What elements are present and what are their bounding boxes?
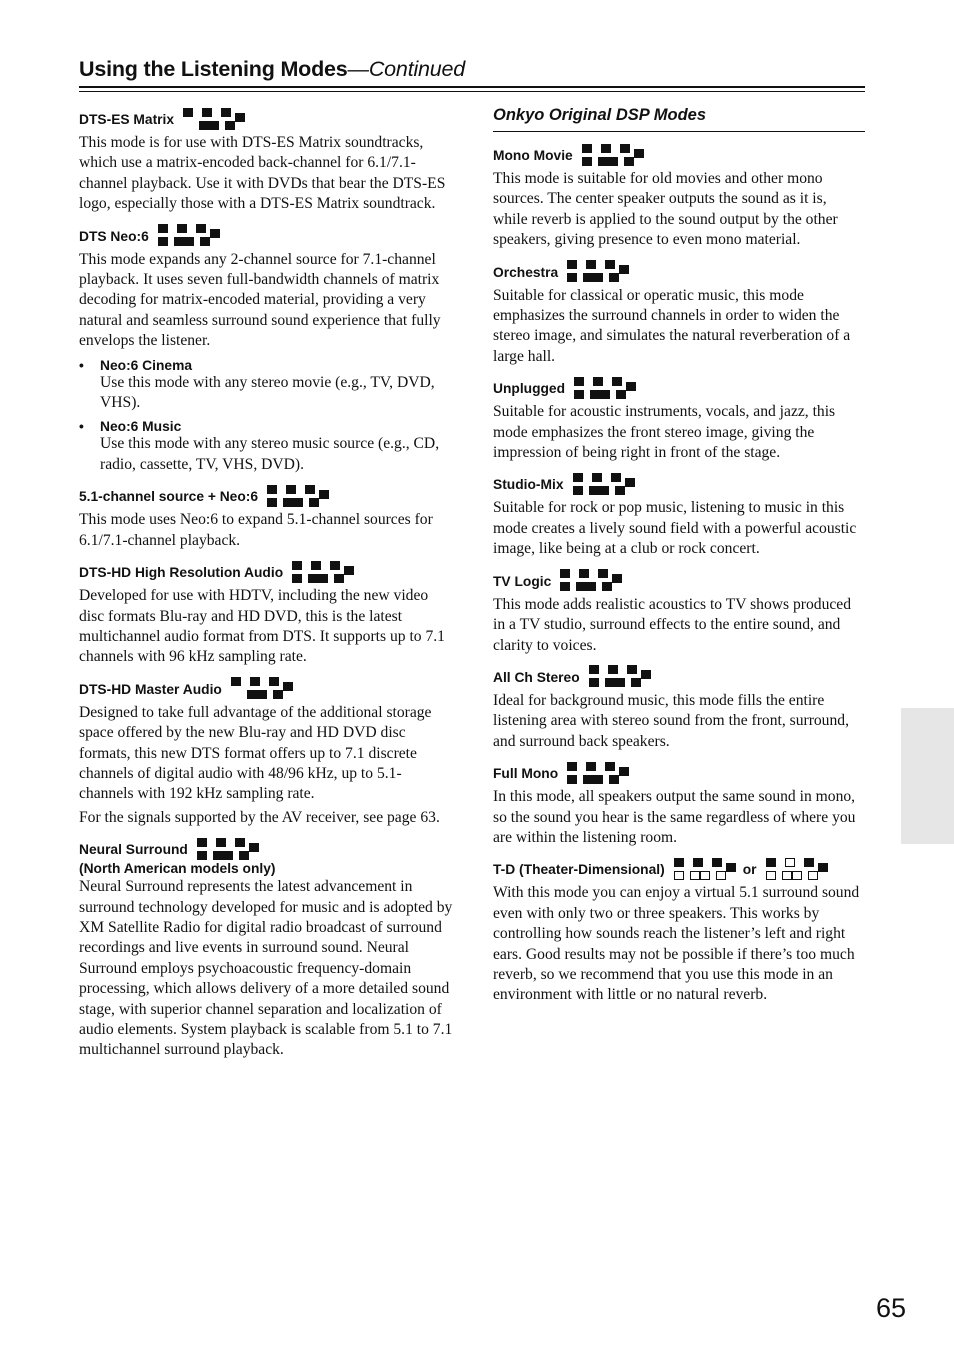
mode-title: All Ch Stereo (493, 664, 865, 691)
mode-description: Ideal for background music, this mode fills the entire listening area with stereo sound from the front, surround, and surround back speakers. (493, 691, 849, 750)
section-heading: Onkyo Original DSP Modes (493, 106, 865, 132)
bullet-description: Use this mode with any stereo movie (e.g., TV, DVD, VHS). (100, 373, 435, 412)
mode-description: Neural Surround represents the latest advancement in surround technology developed for music and is adopted by XM Satellite Radio for digital radio broadcast of surround recordings and live events in surround sound. Neural Surround employs psychoacoustic frequency-domain processing, which allows delivery of a more detailed sound stage, with superior channel separation and localization of audio elements. System playback is scalable from 5.1 to 7.1 multichannel surround playback. (79, 878, 453, 1059)
mode-title: Unplugged (493, 375, 865, 402)
mode-description: In this mode, all speakers output the same sound in mono, so the sound you hear is the same regardless of where you are within the listening room. (493, 788, 856, 846)
speaker-layout-icon (566, 260, 630, 284)
mode-title: Neural Surround (79, 836, 453, 863)
mode-51-neo6 (79, 483, 453, 551)
mode-description: With this mode you can enjoy a virtual 5.1 surround sound even with only two or three speakers. This works by controlling how sounds reach the listener’s left and right ears. Good results may not be possible if there’s too much reverb, so we recommend that you use this mode in an environment with little or no natural reverb. (493, 884, 860, 1004)
mode-description: Suitable for acoustic instruments, vocals, and jazz, this mode emphasizes the front stereo image, giving the impression of being right in front of the stage. (493, 403, 836, 462)
mode-title: DTS-HD Master Audio (79, 676, 453, 703)
speaker-layout-icon (182, 108, 246, 132)
header-rule-thick (79, 86, 865, 88)
speaker-layout-icon (230, 677, 294, 701)
mode-title: T-D (Theater-Dimensional) or (493, 856, 865, 883)
title-text: Using the Listening Modes (79, 57, 348, 81)
speaker-layout-icon (573, 377, 637, 401)
page-number: 65 (876, 1293, 907, 1323)
speaker-layout-icon (566, 762, 630, 786)
mode-description: Designed to take full advantage of the additional storage space offered by the new Blu-ray and HD DVD disc formats, this new DTS format offers up to 7.1 discrete channels of digital audio with 48/96 kHz, up to 5.1-channels with 192 kHz sampling rate. (79, 703, 432, 803)
mode-neural-surround (79, 836, 453, 1061)
mode-description: This mode uses Neo:6 to expand 5.1-channel sources for 6.1/7.1-channel playback. (79, 511, 433, 549)
mode-title: DTS-HD High Resolution Audio (79, 559, 453, 586)
mode-description: This mode expands any 2-channel source for 7.1-channel playback. It uses seven full-bandwidth channels of matrix decoding for matrix-encoded material, providing a very natural and seamless surround sound experience that fully envelops the listener. (79, 250, 441, 350)
mode-note: For the signals supported by the AV receiver, see page 63. (79, 808, 440, 826)
speaker-layout-icon (266, 485, 330, 509)
bullet-dot: • (79, 419, 84, 435)
header-rule-thin (79, 91, 865, 92)
right-column (493, 106, 865, 1014)
mode-title: DTS-ES Matrix (79, 106, 453, 133)
page-header (79, 56, 865, 92)
mode-orchestra (493, 259, 865, 368)
mode-all-ch-stereo (493, 664, 865, 752)
mode-description: This mode is suitable for old movies and other mono sources. The center speaker outputs the sound as it is, while reverb is applied to the sound output by the other speakers, giving presence to even mono material. (493, 170, 838, 249)
mode-theater-dimensional (493, 856, 865, 1005)
mode-full-mono (493, 760, 865, 848)
mode-studio-mix (493, 471, 865, 559)
or-label: or (742, 862, 757, 878)
speaker-layout-icon (572, 473, 636, 497)
speaker-layout-icon (157, 224, 221, 248)
mode-dts-hd-hra (79, 559, 453, 668)
mode-subtitle: (North American models only) (79, 860, 276, 876)
mode-dts-neo6 (79, 223, 453, 476)
bullet-description: Use this mode with any stereo music source (e.g., CD, radio, cassette, TV, VHS, DVD). (100, 435, 440, 473)
mode-description: Developed for use with HDTV, including the new video disc formats Blu-ray and HD DVD, this is the latest multichannel audio format from DTS. It supports up to 7.1 channels with 96 kHz sampling rate. (79, 587, 445, 666)
speaker-layout-icon (559, 569, 623, 593)
mode-description: This mode is for use with DTS-ES Matrix soundtracks, which use a matrix-encoded back-channel for 6.1/7.1-channel playback. Use it with DVDs that bear the DTS-ES logo, especially those with a DTS-ES Matrix soundtrack. (79, 134, 446, 213)
speaker-layout-icon (291, 561, 355, 585)
left-column (79, 106, 453, 1069)
speaker-layout-icon (196, 838, 260, 862)
mode-description: Suitable for rock or pop music, listening to music in this mode creates a lively sound field with a powerful acoustic image, like being at a club or rock concert. (493, 499, 857, 558)
mode-title: Orchestra (493, 259, 865, 286)
mode-description: Suitable for classical or operatic music, this mode emphasizes the surround channels in order to widen the stereo image, and simulates the natural reverberation of a large hall. (493, 286, 851, 365)
mode-dts-hd-ma (79, 676, 453, 828)
mode-description: This mode adds realistic acoustics to TV shows produced in a TV studio, surround effects to the entire sound, and clarity to voices. (493, 595, 852, 654)
mode-title: Full Mono (493, 760, 865, 787)
speaker-layout-icon (673, 858, 737, 882)
mode-tv-logic (493, 568, 865, 656)
mode-unplugged (493, 375, 865, 463)
bullet-dot: • (79, 357, 84, 373)
bullet-neo6-cinema: • Neo:6 Cinema (79, 357, 193, 373)
speaker-layout-icon (581, 144, 645, 168)
title-continued: —Continued (347, 57, 466, 81)
mode-title: DTS Neo:6 (79, 223, 453, 250)
speaker-layout-alt-icon (765, 858, 829, 882)
page-title (79, 57, 465, 82)
mode-dts-es-matrix (79, 106, 453, 215)
mode-title: TV Logic (493, 568, 865, 595)
mode-title: Mono Movie (493, 142, 865, 169)
mode-title: 5.1-channel source + Neo:6 (79, 483, 453, 510)
bullet-neo6-music: • Neo:6 Music (79, 419, 182, 435)
side-tab (901, 708, 954, 844)
speaker-layout-icon (588, 665, 652, 689)
mode-title: Studio-Mix (493, 471, 865, 498)
mode-mono-movie (493, 142, 865, 251)
